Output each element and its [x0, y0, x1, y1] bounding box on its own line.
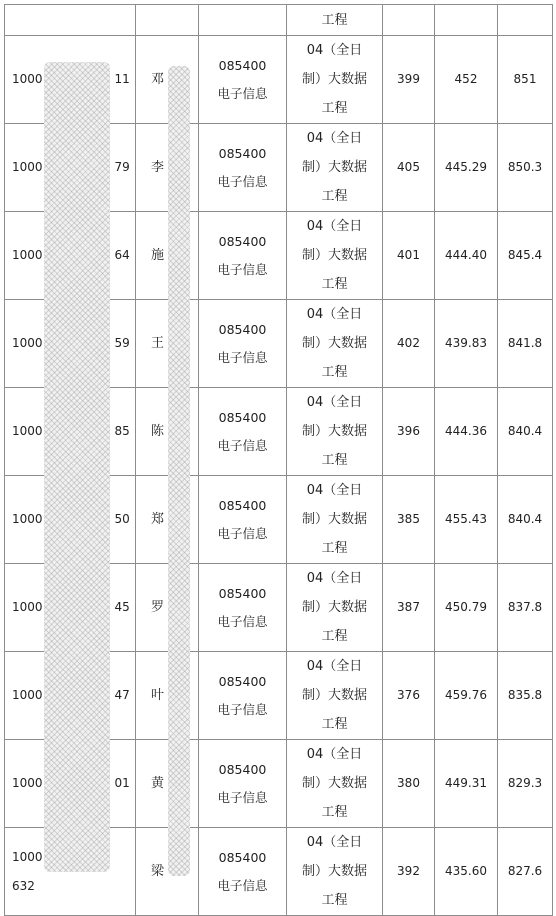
specialty-code: 085400 [218, 585, 267, 601]
specialty-code: 085400 [218, 321, 267, 337]
direction-line-2: 制）大数据 [301, 512, 367, 527]
direction-cell [287, 212, 383, 300]
direction-cell [287, 124, 383, 212]
student-id-end: 50 [114, 512, 130, 526]
student-id-start: 1000 [12, 600, 43, 614]
direction-line-2: 制）大数据 [301, 864, 367, 879]
student-id-end: 85 [114, 424, 130, 438]
direction-line-1: 04（全日 [306, 395, 363, 410]
score-b-cell: 449.31 [435, 740, 498, 828]
direction-line-3: 工程 [321, 541, 348, 556]
score-a-cell: 380 [383, 740, 435, 828]
student-id-end: 632 [12, 878, 35, 893]
student-id-start: 1000 [12, 248, 43, 262]
student-id-start: 1000 [12, 424, 43, 438]
specialty-code: 085400 [218, 145, 267, 161]
specialty-name: 电子信息 [217, 349, 268, 365]
redaction-mask-name [168, 66, 190, 876]
direction-cell [287, 388, 383, 476]
student-id-end: 47 [114, 688, 130, 702]
student-name: 李 [151, 160, 165, 175]
direction-line-1: 04（全日 [306, 571, 363, 586]
direction-line-3: 工程 [321, 189, 348, 204]
total-score-cell: 840.4 [498, 476, 553, 564]
specialty-code: 085400 [218, 849, 267, 865]
direction-cell [287, 300, 383, 388]
specialty-cell [199, 476, 287, 564]
specialty-code: 085400 [218, 673, 267, 689]
direction-line-3: 工程 [321, 101, 348, 116]
direction-cell [287, 564, 383, 652]
direction-line-1: 04（全日 [306, 43, 363, 58]
student-id-end: 45 [114, 600, 130, 614]
score-b-cell: 445.29 [435, 124, 498, 212]
student-id-start: 1000 [12, 688, 43, 702]
specialty-cell [199, 652, 287, 740]
direction-line-2: 制）大数据 [301, 72, 367, 87]
specialty-code: 085400 [218, 409, 267, 425]
specialty-name: 电子信息 [217, 525, 268, 541]
direction-line-3: 工程 [321, 629, 348, 644]
direction-cell [287, 36, 383, 124]
direction-line-2: 制）大数据 [301, 424, 367, 439]
score-a-cell: 396 [383, 388, 435, 476]
specialty-cell [199, 564, 287, 652]
student-name: 黄 [151, 776, 165, 791]
direction-line-1: 04（全日 [306, 835, 363, 850]
student-name: 梁 [151, 864, 165, 879]
total-score-cell: 835.8 [498, 652, 553, 740]
specialty-code: 085400 [218, 233, 267, 249]
student-id-end: 59 [114, 336, 130, 350]
total-score-cell: 840.4 [498, 388, 553, 476]
specialty-name: 电子信息 [217, 85, 268, 101]
direction-line-2: 制）大数据 [301, 248, 367, 263]
direction-line-2: 制）大数据 [301, 776, 367, 791]
specialty-cell [199, 388, 287, 476]
student-id-end: 79 [114, 160, 130, 174]
specialty-name: 电子信息 [217, 261, 268, 277]
student-name: 邓 [151, 72, 165, 87]
specialty-name: 电子信息 [217, 877, 268, 893]
score-b-cell: 435.60 [435, 828, 498, 916]
direction-line-3: 工程 [321, 453, 348, 468]
total-score-cell: 829.3 [498, 740, 553, 828]
specialty-name: 电子信息 [217, 173, 268, 189]
direction-cell [287, 740, 383, 828]
score-b-cell: 444.40 [435, 212, 498, 300]
specialty-cell [199, 212, 287, 300]
student-id-end: 64 [114, 248, 130, 262]
student-id-start: 1000 [12, 512, 43, 526]
score-a-cell: 401 [383, 212, 435, 300]
specialty-code: 085400 [218, 761, 267, 777]
specialty-name: 电子信息 [217, 701, 268, 717]
score-b-cell: 439.83 [435, 300, 498, 388]
direction-line-3: 工程 [321, 717, 348, 732]
direction-line-3: 工程 [321, 805, 348, 820]
specialty-cell [199, 828, 287, 916]
specialty-cell [199, 300, 287, 388]
direction-line-1: 04（全日 [306, 307, 363, 322]
score-a-cell: 399 [383, 36, 435, 124]
score-b-cell: 452 [435, 36, 498, 124]
score-b-cell: 450.79 [435, 564, 498, 652]
student-id-end: 01 [114, 776, 130, 790]
direction-line-1: 04（全日 [306, 219, 363, 234]
total-score-cell: 841.8 [498, 300, 553, 388]
student-id-start: 1000 [12, 160, 43, 174]
specialty-cell [199, 124, 287, 212]
direction-cell [287, 652, 383, 740]
direction-line-2: 制）大数据 [301, 160, 367, 175]
total-score-cell: 850.3 [498, 124, 553, 212]
student-name: 王 [151, 336, 165, 351]
table-row-partial [5, 5, 553, 36]
direction-line-1: 04（全日 [306, 659, 363, 674]
specialty-name: 电子信息 [217, 437, 268, 453]
student-id-end: 11 [114, 72, 130, 86]
student-id-start: 1000 [12, 849, 43, 864]
direction-line-2: 制）大数据 [301, 688, 367, 703]
student-name: 郑 [151, 512, 165, 527]
score-b-cell: 455.43 [435, 476, 498, 564]
specialty-cell [199, 740, 287, 828]
direction-line-1: 04（全日 [306, 131, 363, 146]
student-name: 陈 [151, 424, 165, 439]
score-a-cell: 405 [383, 124, 435, 212]
score-a-cell: 385 [383, 476, 435, 564]
specialty-name: 电子信息 [217, 789, 268, 805]
student-id-start: 1000 [12, 776, 43, 790]
score-a-cell: 402 [383, 300, 435, 388]
total-score-cell: 837.8 [498, 564, 553, 652]
specialty-code: 085400 [218, 57, 267, 73]
total-score-cell: 845.4 [498, 212, 553, 300]
student-name: 罗 [151, 600, 165, 615]
direction-cell [287, 476, 383, 564]
specialty-name: 电子信息 [217, 613, 268, 629]
direction-line-2: 制）大数据 [301, 600, 367, 615]
score-a-cell: 387 [383, 564, 435, 652]
direction-line-3: 工程 [321, 893, 348, 908]
student-name: 施 [151, 248, 165, 263]
direction-line-1: 04（全日 [306, 747, 363, 762]
specialty-code: 085400 [218, 497, 267, 513]
score-a-cell: 376 [383, 652, 435, 740]
student-id-start: 1000 [12, 336, 43, 350]
redaction-mask-id [44, 62, 110, 872]
direction-cell [287, 828, 383, 916]
score-a-cell: 392 [383, 828, 435, 916]
score-b-cell: 459.76 [435, 652, 498, 740]
direction-line-3: 工程 [321, 277, 348, 292]
direction-line-3: 工程 [321, 365, 348, 380]
total-score-cell: 851 [498, 36, 553, 124]
specialty-cell [199, 36, 287, 124]
student-id-start: 1000 [12, 72, 43, 86]
student-name: 叶 [151, 688, 165, 703]
direction-line-2: 制）大数据 [301, 336, 367, 351]
score-b-cell: 444.36 [435, 388, 498, 476]
total-score-cell: 827.6 [498, 828, 553, 916]
direction-line-1: 04（全日 [306, 483, 363, 498]
direction-fragment: 工程 [287, 5, 383, 36]
table-viewport [4, 4, 552, 908]
